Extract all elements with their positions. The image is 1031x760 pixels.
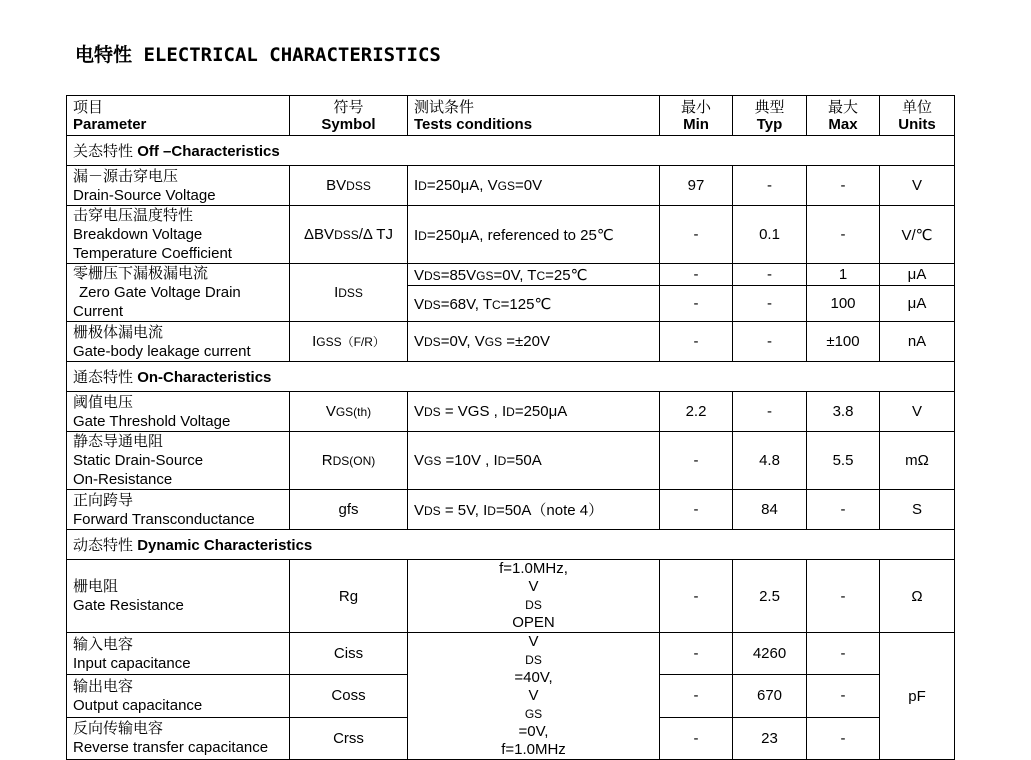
row-rg: 栅电阻 Gate Resistance Rg f=1.0MHz, V DS OPEN - 2.5 - Ω — [67, 560, 955, 633]
row-gfs: 正向跨导 Forward Transconductance gfs VDS = 5V, ID=50A（note 4） - 84 - S — [67, 490, 955, 530]
section-off: 关态特性 Off –Characteristics — [67, 136, 955, 166]
section-dynamic: 动态特性 Dynamic Characteristics — [67, 530, 955, 560]
row-bvdss: 漏－源击穿电压 Drain-Source Voltage BVDSS ID=250μA, VGS=0V 97 - - V — [67, 166, 955, 206]
electrical-characteristics-table — [66, 95, 955, 760]
section-on: 通态特性 On-Characteristics — [67, 362, 955, 392]
row-idss-a: 零栅压下漏极漏电流 Zero Gate Voltage Drain Current IDSS VDS=85VGS=0V, TC=25℃ - - 1 μA — [67, 264, 955, 286]
capacitance-unit: pF — [880, 633, 955, 760]
header-min: 最小 Min — [660, 96, 733, 136]
header-typ: 典型 Typ — [733, 96, 807, 136]
row-dbvdss: 击穿电压温度特性 Breakdown Voltage Temperature Coefficient ΔBVDSS/Δ TJ ID=250μA, referenced to 25℃ - 0.1 - V/℃ — [67, 206, 955, 264]
row-ciss: 输入电容 Input capacitance Ciss V DS =40V, V GS =0V, f=1.0MHz - 4260 - pF — [67, 633, 955, 675]
row-idss-b: VDS=68V, TC=125℃ - - 100 μA — [67, 286, 955, 322]
header-units: 单位 Units — [880, 96, 955, 136]
header-conditions: 测试条件 Tests conditions — [408, 96, 660, 136]
row-igss: 栅极体漏电流 Gate-body leakage current IGSS（F/R） VDS=0V, VGS =±20V - - ±100 nA — [67, 322, 955, 362]
row-crss: 反向传输电容 Reverse transfer capacitance Crss - 23 - — [67, 717, 955, 759]
header-symbol: 符号 Symbol — [290, 96, 408, 136]
row-rdson: 静态导通电阻 Static Drain-Source On-Resistance RDS(ON) VGS =10V , ID=50A - 4.8 5.5 mΩ — [67, 432, 955, 490]
header-row — [67, 96, 955, 136]
row-vgsth: 阈值电压 Gate Threshold Voltage VGS(th) VDS = VGS , ID=250μA 2.2 - 3.8 V — [67, 392, 955, 432]
page-title: 电特性 ELECTRICAL CHARACTERISTICS — [75, 44, 441, 66]
header-parameter: 项目 Parameter — [67, 96, 290, 136]
row-coss: 输出电容 Output capacitance Coss - 670 - — [67, 675, 955, 717]
capacitance-conditions: V DS =40V, V GS =0V, f=1.0MHz — [408, 633, 660, 760]
header-max: 最大 Max — [807, 96, 880, 136]
